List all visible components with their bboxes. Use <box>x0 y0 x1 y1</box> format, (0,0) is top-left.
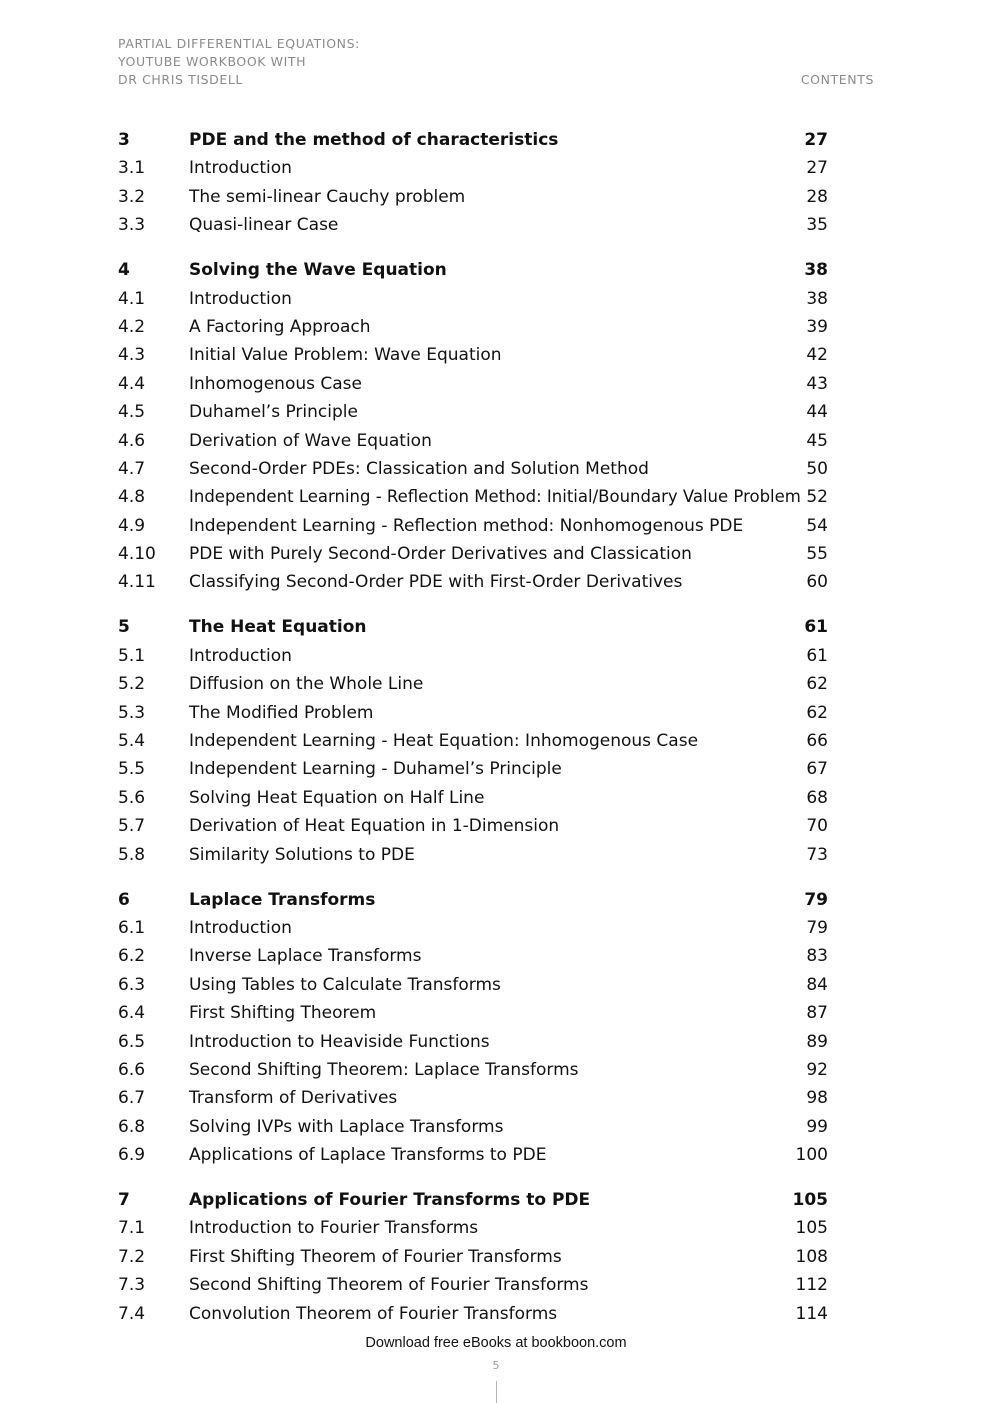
toc-section-row[interactable] <box>118 370 828 398</box>
toc-number: 4 <box>118 260 130 281</box>
toc-title: Second Shifting Theorem of Fourier Transforms <box>189 1275 589 1296</box>
toc-title: Independent Learning - Duhamel’s Principle <box>189 759 562 780</box>
toc-chapter-block <box>118 1186 828 1328</box>
toc-title: Using Tables to Calculate Transforms <box>189 974 501 995</box>
toc-number: 4.11 <box>118 572 156 593</box>
toc-title: Initial Value Problem: Wave Equation <box>189 345 502 366</box>
toc-section-row[interactable] <box>118 971 828 999</box>
toc-title: Introduction <box>189 158 292 179</box>
running-header <box>118 35 874 89</box>
toc-title: First Shifting Theorem <box>189 1003 377 1024</box>
toc-title: The Modified Problem <box>189 702 374 723</box>
section-label: CONTENTS <box>800 72 874 87</box>
book-title-line: DR CHRIS TISDELL <box>118 72 243 87</box>
toc-page-number: 42 <box>806 345 828 366</box>
toc-page-number: 28 <box>806 186 828 207</box>
toc-section-row[interactable] <box>118 914 828 942</box>
download-link[interactable]: Download free eBooks at bookboon.com <box>365 1335 627 1351</box>
toc-section-row[interactable] <box>118 670 828 698</box>
toc-page-number: 27 <box>804 130 828 150</box>
toc-section-row[interactable] <box>118 1271 828 1299</box>
toc-number: 4.4 <box>118 373 146 394</box>
toc-section-row[interactable] <box>118 398 828 426</box>
toc-title: Classifying Second-Order PDE with First-Order Derivatives <box>189 572 683 593</box>
toc-title: Solving IVPs with Laplace Transforms <box>189 1116 504 1137</box>
toc-page-number: 60 <box>806 572 828 593</box>
toc-title: PDE and the method of characteristics <box>189 130 559 150</box>
toc-number: 7 <box>118 1190 130 1211</box>
toc-section-row[interactable] <box>118 483 828 511</box>
toc-page-number: 87 <box>806 1003 828 1024</box>
toc-chapter-row[interactable] <box>118 256 828 284</box>
toc-title: First Shifting Theorem of Fourier Transforms <box>189 1246 562 1267</box>
toc-title: Quasi-linear Case <box>189 215 339 236</box>
toc-title: Introduction to Heaviside Functions <box>189 1031 490 1052</box>
toc-page-number: 68 <box>806 787 828 808</box>
toc-number: 5.6 <box>118 787 146 808</box>
toc-title: The Heat Equation <box>189 617 367 638</box>
toc-section-row[interactable] <box>118 841 828 869</box>
toc-page-number: 89 <box>806 1031 828 1052</box>
toc-section-row[interactable] <box>118 999 828 1027</box>
toc-title: Introduction <box>189 917 292 938</box>
toc-chapter-block <box>118 613 828 869</box>
toc-number: 5.1 <box>118 645 146 666</box>
toc-title: Independent Learning - Heat Equation: Inhomogenous Case <box>189 731 699 751</box>
toc-number: 6.7 <box>118 1088 146 1109</box>
toc-page-number: 92 <box>806 1059 828 1080</box>
toc-number: 5.3 <box>118 702 146 723</box>
toc-title: Introduction <box>189 288 292 309</box>
page-number: 5 <box>492 1359 500 1372</box>
toc-title: Independent Learning - Reflection Method: Initial/Boundary Value Problem <box>189 487 801 507</box>
toc-section-row[interactable] <box>118 642 828 670</box>
toc-section-row[interactable] <box>118 183 828 211</box>
toc-title: Inhomogenous Case <box>189 373 362 394</box>
toc-number: 7.2 <box>118 1246 146 1267</box>
toc-title: Inverse Laplace Transforms <box>189 946 422 967</box>
toc-section-row[interactable] <box>118 1300 828 1328</box>
toc-section-row[interactable] <box>118 512 828 540</box>
toc-section-row[interactable] <box>118 755 828 783</box>
book-title-line: PARTIAL DIFFERENTIAL EQUATIONS: <box>118 36 360 51</box>
toc-number: 6.2 <box>118 946 146 967</box>
toc-section-row[interactable] <box>118 427 828 455</box>
toc-page-number: 61 <box>804 617 828 638</box>
toc-section-row[interactable] <box>118 341 828 369</box>
toc-section-row[interactable] <box>118 1243 828 1271</box>
toc-page-number: 55 <box>806 544 828 565</box>
footer-divider <box>496 1381 497 1403</box>
toc-page-number: 83 <box>806 946 828 967</box>
toc-title: Second Shifting Theorem: Laplace Transforms <box>189 1059 579 1080</box>
toc-page-number: 38 <box>806 288 828 309</box>
toc-number: 3 <box>118 130 130 150</box>
table-of-contents <box>118 126 828 1345</box>
toc-number: 4.9 <box>118 515 146 536</box>
toc-number: 7.4 <box>118 1303 146 1324</box>
toc-section-row[interactable] <box>118 455 828 483</box>
toc-number: 3.1 <box>118 158 146 179</box>
toc-section-row[interactable] <box>118 1028 828 1056</box>
toc-section-row[interactable] <box>118 211 828 239</box>
toc-number: 7.3 <box>118 1275 146 1296</box>
toc-title: Second-Order PDEs: Classication and Solution Method <box>189 458 649 479</box>
toc-section-row[interactable] <box>118 1113 828 1141</box>
toc-number: 6.3 <box>118 974 146 995</box>
toc-number: 6.6 <box>118 1059 146 1080</box>
toc-page-number: 62 <box>806 702 828 723</box>
toc-section-row[interactable] <box>118 154 828 182</box>
toc-page-number: 84 <box>806 974 828 995</box>
toc-section-row[interactable] <box>118 1141 828 1169</box>
toc-chapter-block <box>118 886 828 1170</box>
toc-number: 4.5 <box>118 402 146 423</box>
toc-number: 4.3 <box>118 345 146 366</box>
toc-section-row[interactable] <box>118 540 828 568</box>
toc-section-row[interactable] <box>118 1214 828 1242</box>
toc-chapter-block <box>118 256 828 597</box>
toc-title: PDE with Purely Second-Order Derivatives and Classication <box>189 544 692 565</box>
toc-title: Laplace Transforms <box>189 889 376 910</box>
toc-page-number: 105 <box>792 1190 828 1211</box>
toc-title: Derivation of Heat Equation in 1-Dimension <box>189 816 560 837</box>
toc-page-number: 50 <box>806 458 828 479</box>
toc-chapter-row[interactable] <box>118 886 828 914</box>
toc-number: 3.3 <box>118 215 146 236</box>
toc-section-row[interactable] <box>118 568 828 596</box>
toc-title: Solving the Wave Equation <box>189 260 447 281</box>
toc-section-row[interactable] <box>118 285 828 313</box>
toc-number: 6.5 <box>118 1031 146 1052</box>
toc-number: 7.1 <box>118 1218 146 1239</box>
toc-chapter-row[interactable] <box>118 613 828 641</box>
toc-title: Transform of Derivatives <box>189 1088 398 1109</box>
book-title <box>118 35 874 89</box>
toc-page-number: 52 <box>806 487 828 508</box>
toc-number: 4.2 <box>118 316 146 337</box>
toc-page-number: 99 <box>806 1116 828 1137</box>
toc-title: The semi-linear Cauchy problem <box>189 186 466 207</box>
toc-number: 4.7 <box>118 458 146 479</box>
toc-page-number: 45 <box>806 430 828 451</box>
toc-title: Convolution Theorem of Fourier Transforms <box>189 1303 558 1324</box>
toc-number: 6.4 <box>118 1003 146 1024</box>
toc-page-number: 61 <box>806 645 828 666</box>
toc-page-number: 79 <box>804 889 828 910</box>
toc-page-number: 35 <box>806 215 828 236</box>
toc-number: 5.5 <box>118 759 146 780</box>
toc-section-row[interactable] <box>118 699 828 727</box>
toc-page-number: 39 <box>806 316 828 337</box>
toc-page-number: 79 <box>806 917 828 938</box>
toc-page-number: 67 <box>806 759 828 780</box>
toc-page-number: 105 <box>795 1218 828 1239</box>
book-title-line: YOUTUBE WORKBOOK WITH <box>118 54 307 69</box>
toc-number: 6 <box>118 889 130 910</box>
toc-title: Similarity Solutions to PDE <box>189 844 415 865</box>
toc-section-row[interactable] <box>118 727 828 755</box>
toc-number: 4.8 <box>118 487 146 508</box>
toc-section-row[interactable] <box>118 313 828 341</box>
toc-title: A Factoring Approach <box>189 316 371 337</box>
toc-number: 6.8 <box>118 1116 146 1137</box>
toc-page-number: 44 <box>806 402 828 423</box>
toc-page-number: 62 <box>806 674 828 695</box>
toc-chapter-row[interactable] <box>118 1186 828 1214</box>
toc-title: Introduction to Fourier Transforms <box>189 1218 479 1239</box>
toc-number: 5.2 <box>118 674 146 695</box>
toc-section-row[interactable] <box>118 1084 828 1112</box>
toc-page-number: 27 <box>806 158 828 179</box>
toc-chapter-block <box>118 126 828 240</box>
toc-page-number: 100 <box>795 1145 828 1166</box>
toc-page-number: 66 <box>806 731 828 751</box>
toc-page-number: 43 <box>806 373 828 394</box>
toc-title: Applications of Fourier Transforms to PDE <box>189 1190 591 1211</box>
toc-section-row[interactable] <box>118 1056 828 1084</box>
toc-page-number: 73 <box>806 844 828 865</box>
toc-page-number: 108 <box>795 1246 828 1267</box>
toc-page-number: 98 <box>806 1088 828 1109</box>
toc-title: Introduction <box>189 645 292 666</box>
toc-page-number: 38 <box>804 260 828 281</box>
toc-number: 4.10 <box>118 544 156 565</box>
toc-chapter-row[interactable] <box>118 126 828 154</box>
toc-number: 5.8 <box>118 844 146 865</box>
toc-number: 6.9 <box>118 1145 146 1166</box>
toc-number: 6.1 <box>118 917 146 938</box>
toc-number: 5 <box>118 617 130 638</box>
toc-section-row[interactable] <box>118 812 828 840</box>
toc-title: Independent Learning - Reflection method: Nonhomogenous PDE <box>189 515 744 536</box>
toc-number: 3.2 <box>118 186 146 207</box>
toc-number: 5.7 <box>118 816 146 837</box>
toc-page-number: 114 <box>795 1303 828 1324</box>
toc-title: Applications of Laplace Transforms to PDE <box>189 1145 547 1166</box>
toc-title: Diffusion on the Whole Line <box>189 674 424 695</box>
toc-section-row[interactable] <box>118 784 828 812</box>
toc-title: Solving Heat Equation on Half Line <box>189 787 485 808</box>
toc-section-row[interactable] <box>118 942 828 970</box>
toc-title: Duhamel’s Principle <box>189 402 358 423</box>
toc-title: Derivation of Wave Equation <box>189 430 432 451</box>
toc-number: 4.1 <box>118 288 146 309</box>
toc-number: 5.4 <box>118 731 146 751</box>
toc-page-number: 112 <box>795 1275 828 1296</box>
toc-page-number: 54 <box>806 515 828 536</box>
toc-page-number: 70 <box>806 816 828 837</box>
toc-number: 4.6 <box>118 430 146 451</box>
